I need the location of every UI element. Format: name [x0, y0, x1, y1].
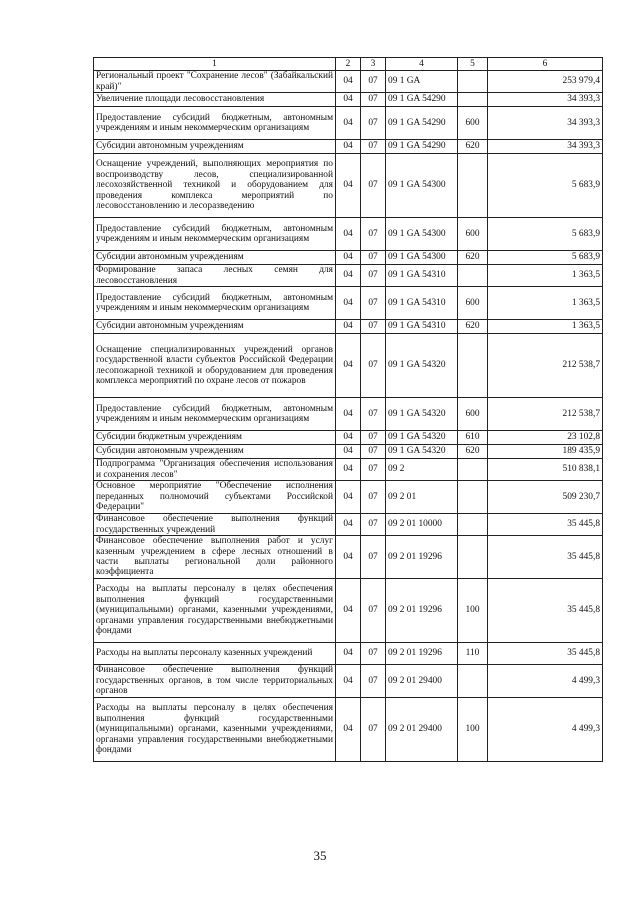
section-cell: 04	[336, 665, 361, 698]
row-name-cell: Финансовое обеспечение выполнения работ и услуг казенным учреждением в сфере лесных отношений в части выплаты региональной доли районного коэффициента	[94, 536, 336, 579]
page-number: 35	[313, 848, 327, 863]
row-name-cell: Финансовое обеспечение выполнения функций государственных учреждений	[94, 514, 336, 536]
section-cell: 04	[336, 107, 361, 140]
table-row	[94, 643, 603, 665]
subsection-cell: 07	[361, 154, 386, 218]
expense-type-cell: 100	[458, 579, 488, 643]
target-code-cell: 09 1 GA 54310	[386, 320, 458, 334]
amount-cell: 5 683,9	[488, 251, 603, 265]
expense-type-cell	[458, 71, 488, 93]
section-cell: 04	[336, 536, 361, 579]
table-row	[94, 445, 603, 459]
table-row	[94, 481, 603, 514]
table-row	[94, 459, 603, 481]
row-name-cell: Расходы на выплаты персоналу в целях обеспечения выполнения функций государственными (муниципальными) органами, казенными учреждениями, органами управления государственными внебюджетными фондами	[94, 698, 336, 762]
amount-cell: 4 499,3	[488, 665, 603, 698]
section-cell: 04	[336, 445, 361, 459]
table-row	[94, 665, 603, 698]
row-name-cell: Субсидии автономным учреждениям	[94, 251, 336, 265]
amount-cell: 35 445,8	[488, 643, 603, 665]
target-code-cell: 09 2 01 19296	[386, 536, 458, 579]
expense-type-cell: 610	[458, 431, 488, 445]
budget-table	[93, 57, 603, 762]
subsection-cell: 07	[361, 481, 386, 514]
target-code-cell: 09 2 01 29400	[386, 665, 458, 698]
section-cell: 04	[336, 265, 361, 287]
table-row	[94, 93, 603, 107]
budget-table-body	[94, 58, 603, 762]
expense-type-cell	[458, 459, 488, 481]
section-cell: 04	[336, 579, 361, 643]
target-code-cell: 09 2 01 10000	[386, 514, 458, 536]
row-name-cell: Расходы на выплаты персоналу в целях обеспечения выполнения функций государственными (муниципальными) органами, казенными учреждениями, органами управления государственными внебюджетными фондами	[94, 579, 336, 643]
table-row	[94, 218, 603, 251]
amount-cell: 35 445,8	[488, 579, 603, 643]
subsection-cell: 07	[361, 445, 386, 459]
table-row	[94, 265, 603, 287]
target-code-cell: 09 1 GA 54300	[386, 154, 458, 218]
target-code-cell: 09 1 GA 54300	[386, 218, 458, 251]
section-cell: 04	[336, 643, 361, 665]
amount-cell: 34 393,3	[488, 140, 603, 154]
amount-cell: 212 538,7	[488, 334, 603, 398]
target-code-cell: 09 1 GA 54320	[386, 431, 458, 445]
column-header-5: 5	[458, 58, 488, 71]
target-code-cell: 09 1 GA 54310	[386, 287, 458, 320]
section-cell: 04	[336, 251, 361, 265]
column-header-4: 4	[386, 58, 458, 71]
section-cell: 04	[336, 698, 361, 762]
subsection-cell: 07	[361, 265, 386, 287]
column-header-6: 6	[488, 58, 603, 71]
row-name-cell: Предоставление субсидий бюджетным, автономным учреждениям и иным некоммерческим организациям	[94, 287, 336, 320]
amount-cell: 34 393,3	[488, 107, 603, 140]
target-code-cell: 09 2 01 19296	[386, 643, 458, 665]
amount-cell: 34 393,3	[488, 93, 603, 107]
section-cell: 04	[336, 287, 361, 320]
expense-type-cell	[458, 481, 488, 514]
table-row	[94, 320, 603, 334]
row-name-cell: Расходы на выплаты персоналу казенных учреждений	[94, 643, 336, 665]
target-code-cell: 09 2 01 19296	[386, 579, 458, 643]
expense-type-cell	[458, 93, 488, 107]
row-name-cell: Субсидии автономным учреждениям	[94, 140, 336, 154]
column-header-1: 1	[94, 58, 336, 71]
target-code-cell: 09 2	[386, 459, 458, 481]
subsection-cell: 07	[361, 334, 386, 398]
section-cell: 04	[336, 140, 361, 154]
row-name-cell: Основное мероприятие "Обеспечение исполнения переданных полномочий субъектами Российской Федерации"	[94, 481, 336, 514]
subsection-cell: 07	[361, 71, 386, 93]
table-row	[94, 514, 603, 536]
table-row	[94, 71, 603, 93]
expense-type-cell: 600	[458, 107, 488, 140]
section-cell: 04	[336, 514, 361, 536]
subsection-cell: 07	[361, 643, 386, 665]
subsection-cell: 07	[361, 320, 386, 334]
section-cell: 04	[336, 93, 361, 107]
amount-cell: 509 230,7	[488, 481, 603, 514]
amount-cell: 212 538,7	[488, 398, 603, 431]
row-name-cell: Подпрограмма "Организация обеспечения использования и сохранения лесов"	[94, 459, 336, 481]
table-row	[94, 398, 603, 431]
table-row	[94, 698, 603, 762]
table-row	[94, 251, 603, 265]
column-header-3: 3	[361, 58, 386, 71]
expense-type-cell: 600	[458, 398, 488, 431]
amount-cell: 35 445,8	[488, 536, 603, 579]
subsection-cell: 07	[361, 218, 386, 251]
amount-cell: 253 979,4	[488, 71, 603, 93]
subsection-cell: 07	[361, 287, 386, 320]
row-name-cell: Предоставление субсидий бюджетным, автономным учреждениям и иным некоммерческим организациям	[94, 218, 336, 251]
table-row	[94, 107, 603, 140]
subsection-cell: 07	[361, 107, 386, 140]
row-name-cell: Предоставление субсидий бюджетным, автономным учреждениям и иным некоммерческим организациям	[94, 107, 336, 140]
target-code-cell: 09 1 GA 54290	[386, 140, 458, 154]
expense-type-cell	[458, 665, 488, 698]
row-name-cell: Оснащение специализированных учреждений органов государственной власти субъектов Российской Федерации лесопожарной техникой и оборудованием для проведения комплекса мероприятий по охране лесов от пожаров	[94, 334, 336, 398]
subsection-cell: 07	[361, 514, 386, 536]
table-row	[94, 536, 603, 579]
row-name-cell: Увеличение площади лесовосстановления	[94, 93, 336, 107]
table-row	[94, 140, 603, 154]
target-code-cell: 09 1 GA	[386, 71, 458, 93]
column-header-2: 2	[336, 58, 361, 71]
expense-type-cell: 110	[458, 643, 488, 665]
expense-type-cell	[458, 154, 488, 218]
section-cell: 04	[336, 154, 361, 218]
expense-type-cell: 620	[458, 445, 488, 459]
table-row	[94, 431, 603, 445]
table-row	[94, 579, 603, 643]
target-code-cell: 09 1 GA 54320	[386, 445, 458, 459]
subsection-cell: 07	[361, 140, 386, 154]
subsection-cell: 07	[361, 431, 386, 445]
section-cell: 04	[336, 320, 361, 334]
subsection-cell: 07	[361, 93, 386, 107]
subsection-cell: 07	[361, 251, 386, 265]
row-name-cell: Региональный проект "Сохранение лесов" (Забайкальский край)"	[94, 71, 336, 93]
row-name-cell: Субсидии автономным учреждениям	[94, 445, 336, 459]
expense-type-cell: 620	[458, 251, 488, 265]
target-code-cell: 09 1 GA 54320	[386, 334, 458, 398]
section-cell: 04	[336, 71, 361, 93]
target-code-cell: 09 1 GA 54310	[386, 265, 458, 287]
target-code-cell: 09 1 GA 54290	[386, 107, 458, 140]
amount-cell: 510 838,1	[488, 459, 603, 481]
row-name-cell: Оснащение учреждений, выполняющих мероприятия по воспроизводству лесов, специализированной лесохозяйственной техникой и оборудованием для проведения комплекса мероприятий по лесовосстановлению и лесоразведению	[94, 154, 336, 218]
target-code-cell: 09 1 GA 54300	[386, 251, 458, 265]
target-code-cell: 09 1 GA 54290	[386, 93, 458, 107]
table-header-row	[94, 58, 603, 71]
expense-type-cell: 100	[458, 698, 488, 762]
section-cell: 04	[336, 218, 361, 251]
row-name-cell: Формирование запаса лесных семян для лесовосстановления	[94, 265, 336, 287]
table-row	[94, 154, 603, 218]
section-cell: 04	[336, 398, 361, 431]
subsection-cell: 07	[361, 665, 386, 698]
row-name-cell: Субсидии автономным учреждениям	[94, 320, 336, 334]
amount-cell: 1 363,5	[488, 287, 603, 320]
subsection-cell: 07	[361, 536, 386, 579]
amount-cell: 1 363,5	[488, 265, 603, 287]
amount-cell: 4 499,3	[488, 698, 603, 762]
subsection-cell: 07	[361, 398, 386, 431]
subsection-cell: 07	[361, 459, 386, 481]
section-cell: 04	[336, 459, 361, 481]
target-code-cell: 09 2 01	[386, 481, 458, 514]
amount-cell: 23 102,8	[488, 431, 603, 445]
row-name-cell: Субсидии бюджетным учреждениям	[94, 431, 336, 445]
table-row	[94, 287, 603, 320]
expense-type-cell	[458, 536, 488, 579]
expense-type-cell	[458, 265, 488, 287]
section-cell: 04	[336, 431, 361, 445]
expense-type-cell: 620	[458, 140, 488, 154]
amount-cell: 5 683,9	[488, 154, 603, 218]
expense-type-cell: 600	[458, 287, 488, 320]
amount-cell: 5 683,9	[488, 218, 603, 251]
amount-cell: 189 435,9	[488, 445, 603, 459]
expense-type-cell	[458, 334, 488, 398]
section-cell: 04	[336, 334, 361, 398]
target-code-cell: 09 2 01 29400	[386, 698, 458, 762]
target-code-cell: 09 1 GA 54320	[386, 398, 458, 431]
subsection-cell: 07	[361, 579, 386, 643]
expense-type-cell	[458, 514, 488, 536]
subsection-cell: 07	[361, 698, 386, 762]
row-name-cell: Предоставление субсидий бюджетным, автономным учреждениям и иным некоммерческим организациям	[94, 398, 336, 431]
amount-cell: 1 363,5	[488, 320, 603, 334]
table-row	[94, 334, 603, 398]
row-name-cell: Финансовое обеспечение выполнения функций государственных органов, в том числе территориальных органов	[94, 665, 336, 698]
amount-cell: 35 445,8	[488, 514, 603, 536]
section-cell: 04	[336, 481, 361, 514]
expense-type-cell: 620	[458, 320, 488, 334]
expense-type-cell: 600	[458, 218, 488, 251]
